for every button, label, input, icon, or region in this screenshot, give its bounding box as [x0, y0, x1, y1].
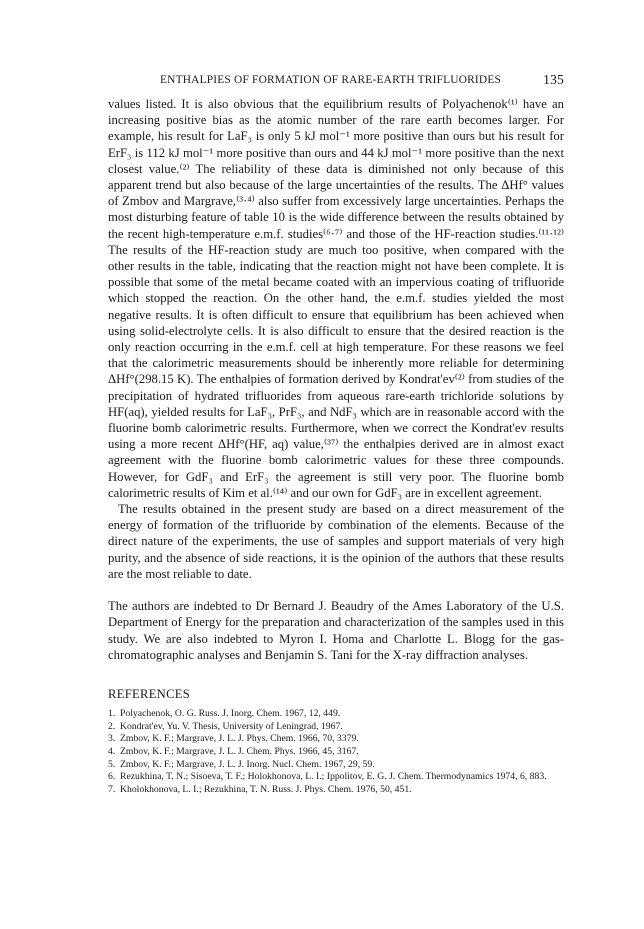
- reference-text: Kondrat'ev, Yu. V. Thesis, University of Leningrad, 1967.: [120, 720, 343, 732]
- reference-item: [108, 784, 564, 797]
- reference-text: Zmbov, K. F.; Margrave, J. L. J. Phys. Chem. 1966, 70, 3379.: [120, 733, 359, 745]
- reference-text: Zmbov, K. F.; Margrave, J. L. J. Inorg. Nucl. Chem. 1967, 29, 59.: [120, 758, 375, 770]
- reference-number: 1.: [108, 707, 116, 719]
- reference-text: Rezukhina, T. N.; Sisoeva, T. F.; Holokhonova, L. I.; Ippolitov, E. G. J. Chem. Thermodynamics 1974, 6, 883.: [120, 771, 547, 783]
- body-paragraph-2: The results obtained in the present study are based on a direct measurement of the energy of formation of the trifluoride by combination of the elements. Because of the direct nature of the experiments, the use of samples and support materials of very high purity, and the absence of side reactions, it is the opinion of the authors that these results are the most reliable to date.: [108, 502, 564, 581]
- page-number: 135: [543, 72, 564, 87]
- reference-item: [108, 759, 564, 772]
- reference-number: 5.: [108, 758, 116, 770]
- reference-text: Zmbov, K. F.; Margrave, J. L. J. Chem. Phys. 1966, 45, 3167.: [120, 746, 359, 758]
- running-header: [108, 70, 564, 96]
- reference-item: [108, 733, 564, 746]
- reference-number: 4.: [108, 746, 116, 758]
- reference-number: 6.: [108, 771, 116, 783]
- references-heading: REFERENCES: [108, 686, 191, 701]
- page: [108, 70, 564, 797]
- reference-number: 2.: [108, 720, 116, 732]
- reference-item: [108, 708, 564, 721]
- reference-number: 3.: [108, 733, 116, 745]
- references-list: [108, 708, 564, 797]
- acknowledgement-paragraph: The authors are indebted to Dr Bernard J. Beaudry of the Ames Laboratory of the U.S. Department of Energy for the preparation and characterization of the samples used in this study. We are also indebted to Myron I. Homa and Charlotte L. Blogg for the gas-chromatographic analyses and Benjamin S. Tani for the X-ray diffraction analyses.: [108, 599, 564, 662]
- reference-item: [108, 746, 564, 759]
- reference-item: [108, 771, 564, 784]
- reference-text: Polyachenok, O. G. Russ. J. Inorg. Chem. 1967, 12, 449.: [120, 707, 341, 719]
- running-title: ENTHALPIES OF FORMATION OF RARE-EARTH TRIFLUORIDES: [160, 74, 502, 86]
- reference-text: Kholokhonova, L. I.; Rezukhina, T. N. Russ. J. Phys. Chem. 1976, 50, 451.: [120, 784, 412, 796]
- body-paragraph-1: values listed. It is also obvious that the equilibrium results of Polyachenok⁽¹⁾ have an increasing positive bias as the atomic number of the rare earth becomes larger. For example, his result for LaF₃ is only 5 kJ mol⁻¹ more positive than ours but his result for ErF₃ is 112 kJ mol⁻¹ more positive than ours and 44 kJ mol⁻¹ more positive than the next closest value.⁽²⁾ The reliability of these data is diminished not only because of this apparent trend but also because of the large uncertainties of the results. The ΔHf° values of Zmbov and Margrave,⁽³·⁴⁾ also suffer from excessively large uncertainties. Perhaps the most disturbing feature of table 10 is the wide difference between the results obtained by the recent high-temperature e.m.f. studies⁽⁶·⁷⁾ and those of the HF-reaction studies.⁽¹¹·¹²⁾ The results of the HF-reaction study are much too positive, when compared with the other results in the table, indicating that the reaction might not have been complete. It is possible that some of the metal became coated with an impervious coating of trifluoride which stopped the reaction. On the other hand, the e.m.f. studies yielded the most negative results. It is often difficult to ensure that equilibrium has been achieved when using solid-electrolyte cells. It is also difficult to ensure that the desired reaction is the only reaction occurring in the e.m.f. cell at high temperature. For these reasons we feel that the calorimetric measurements should be inherently more reliable for determining ΔHf°(298.15 K). The enthalpies of formation derived by Kondrat'ev⁽²⁾ from studies of the precipitation of hydrated trifluorides from aqueous rare-earth trichloride solutions by HF(aq), yielded results for LaF₃, PrF₃, and NdF₃ which are in reasonable accord with the fluorine bomb calorimetric results. Furthermore, when we correct the Kondrat'ev results using a more recent ΔHf°(HF, aq) value,⁽³⁷⁾ the enthalpies derived are in almost exact agreement with the fluorine bomb calorimetric values for these three compounds. However, for GdF₃ and ErF₃ the agreement is still very poor. The fluorine bomb calorimetric results of Kim et al.⁽¹⁴⁾ and our own for GdF₃ are in excellent agreement.: [108, 97, 564, 500]
- reference-number: 7.: [108, 784, 116, 796]
- reference-item: [108, 721, 564, 734]
